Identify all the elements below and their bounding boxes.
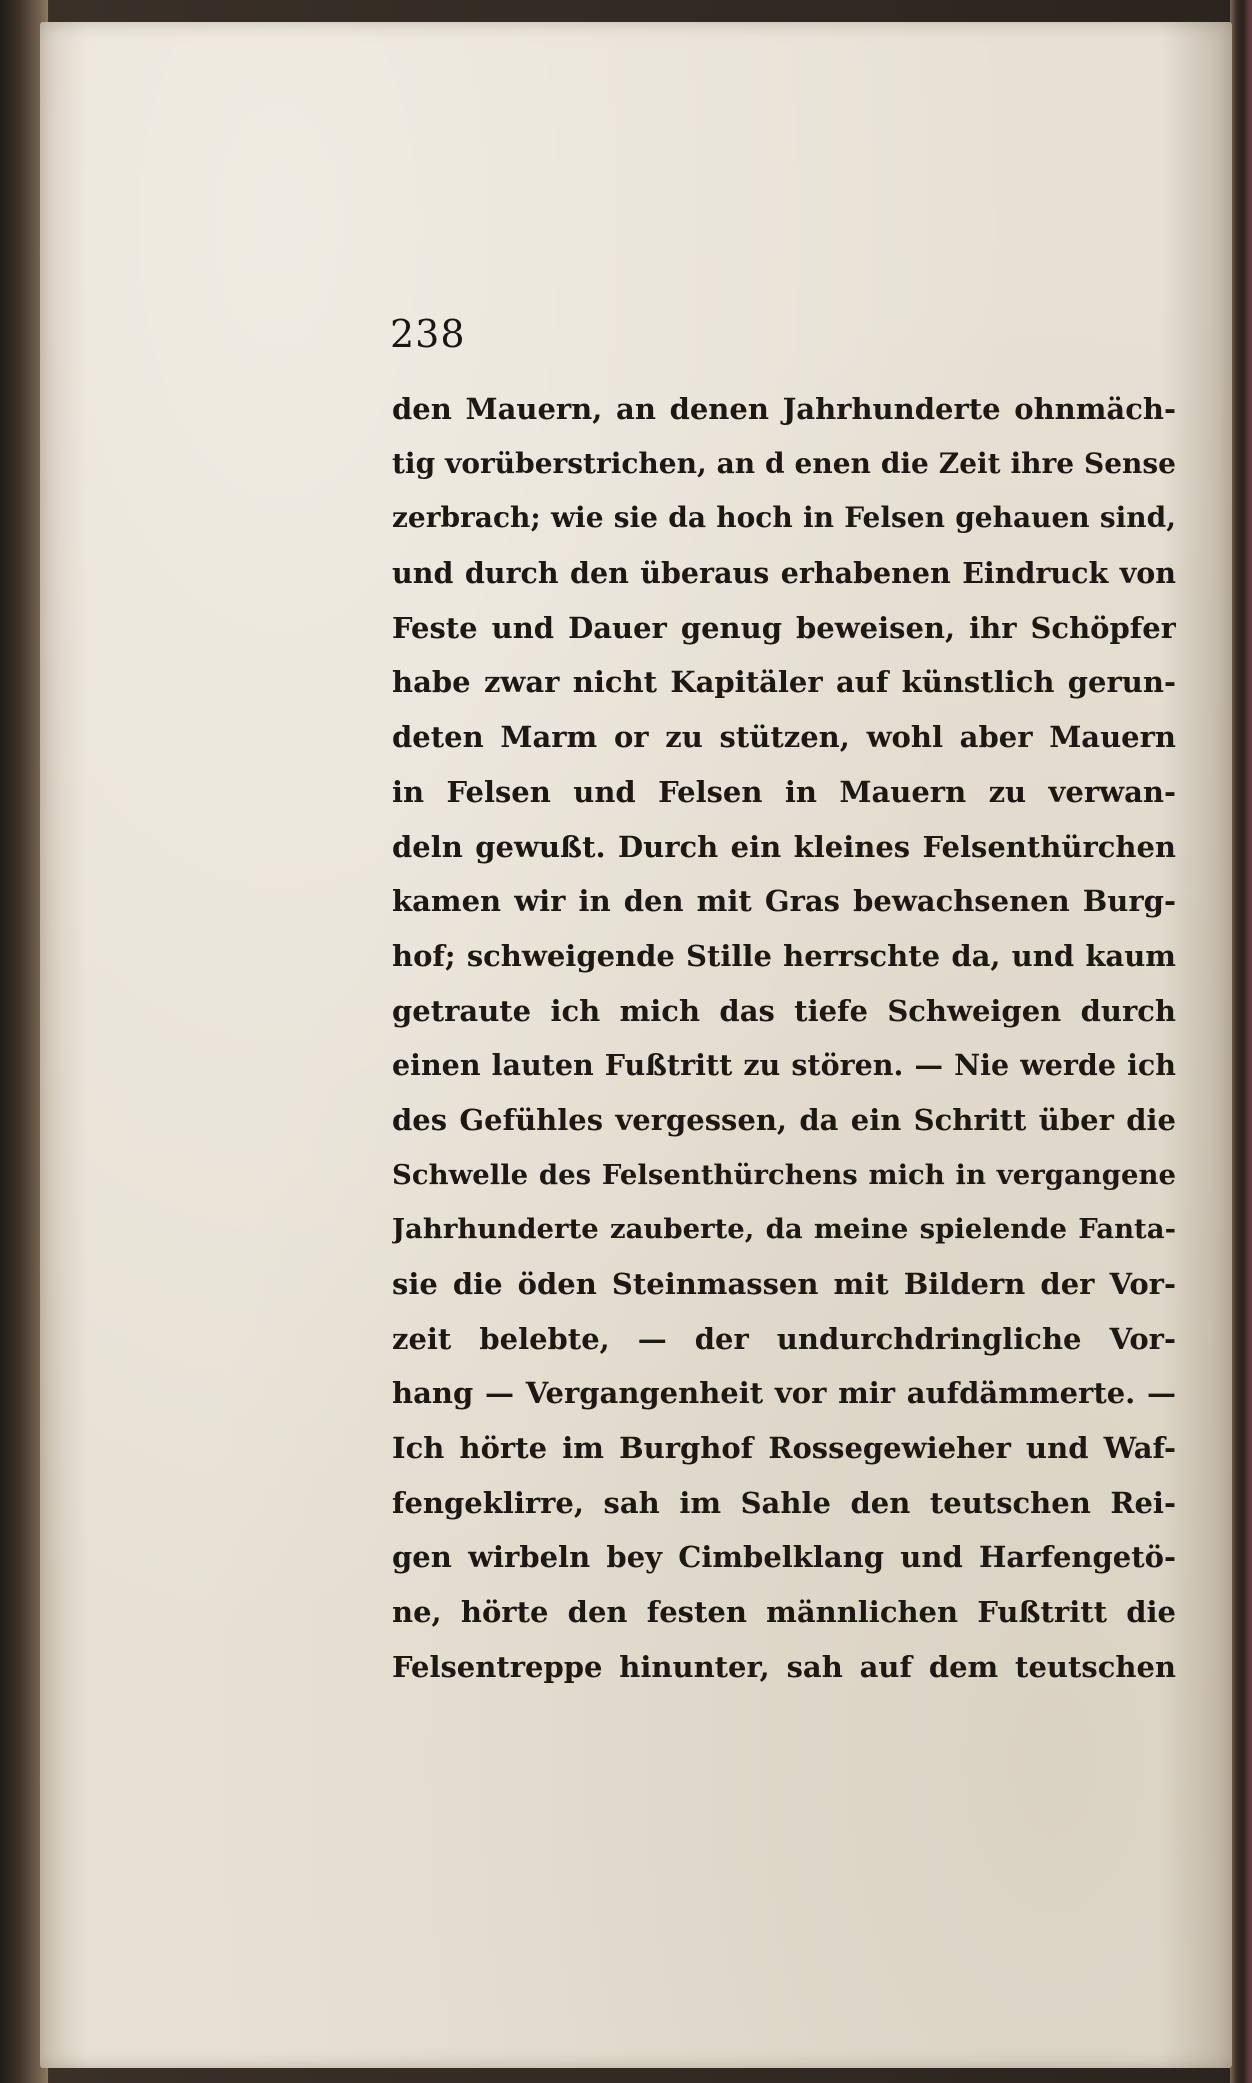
page-number: 238 [390, 312, 466, 356]
text-line: tig vorüberstrichen, an d enen die Zeit ihre Sense [392, 446, 1176, 480]
text-line: hof; schweigende Stille herrschte da, und kaum [392, 938, 1176, 973]
text-line: hang — Vergangenheit vor mir aufdämmerte. — [392, 1376, 1176, 1411]
text-line: des Gefühles vergessen, da ein Schritt über die [392, 1102, 1176, 1137]
text-line: sie die öden Steinmassen mit Bildern der Vor- [392, 1267, 1176, 1301]
text-line: zeit belebte, — der undurchdringliche Vor- [392, 1321, 1176, 1356]
text-line: zerbrach; wie sie da hoch in Felsen gehauen sind, [392, 501, 1176, 535]
text-line: einen lauten Fußtritt zu stören. — Nie werde ich [392, 1048, 1176, 1083]
page-edge [1230, 0, 1252, 2083]
text-line: Ich hörte im Burghof Rossegewieher und Waf- [392, 1431, 1176, 1466]
book-page [40, 22, 1232, 2068]
text-line: Jahrhunderte zauberte, da meine spielende Fanta- [392, 1213, 1176, 1246]
text-line: habe zwar nicht Kapitäler auf künstlich gerun- [392, 665, 1176, 700]
text-line: und durch den überaus erhabenen Eindruck von [392, 556, 1176, 591]
text-line: fengeklirre, sah im Sahle den teutschen Rei- [392, 1485, 1176, 1520]
text-line: in Felsen und Felsen in Mauern zu verwan- [392, 774, 1176, 809]
text-line: getraute ich mich das tiefe Schweigen durch [392, 993, 1176, 1028]
text-line: kamen wir in den mit Gras bewachsenen Burg- [392, 884, 1176, 919]
text-line: Schwelle des Felsenthürchens mich in vergangene [392, 1158, 1176, 1191]
text-line: gen wirbeln bey Cimbelklang und Harfengetö- [392, 1540, 1176, 1575]
text-line: den Mauern, an denen Jahrhunderte ohnmäch- [392, 392, 1176, 426]
text-line: deln gewußt. Durch ein kleines Felsenthürchen [392, 829, 1176, 864]
text-line: ne, hörte den festen männlichen Fußtritt die [392, 1595, 1176, 1630]
body-text [392, 382, 1176, 1695]
text-line: deten Marm or zu stützen, wohl aber Mauern [392, 720, 1176, 755]
text-line: Feste und Dauer genug beweisen, ihr Schöpfer [392, 610, 1176, 645]
text-line: Felsentreppe hinunter, sah auf dem teutschen [392, 1649, 1176, 1684]
